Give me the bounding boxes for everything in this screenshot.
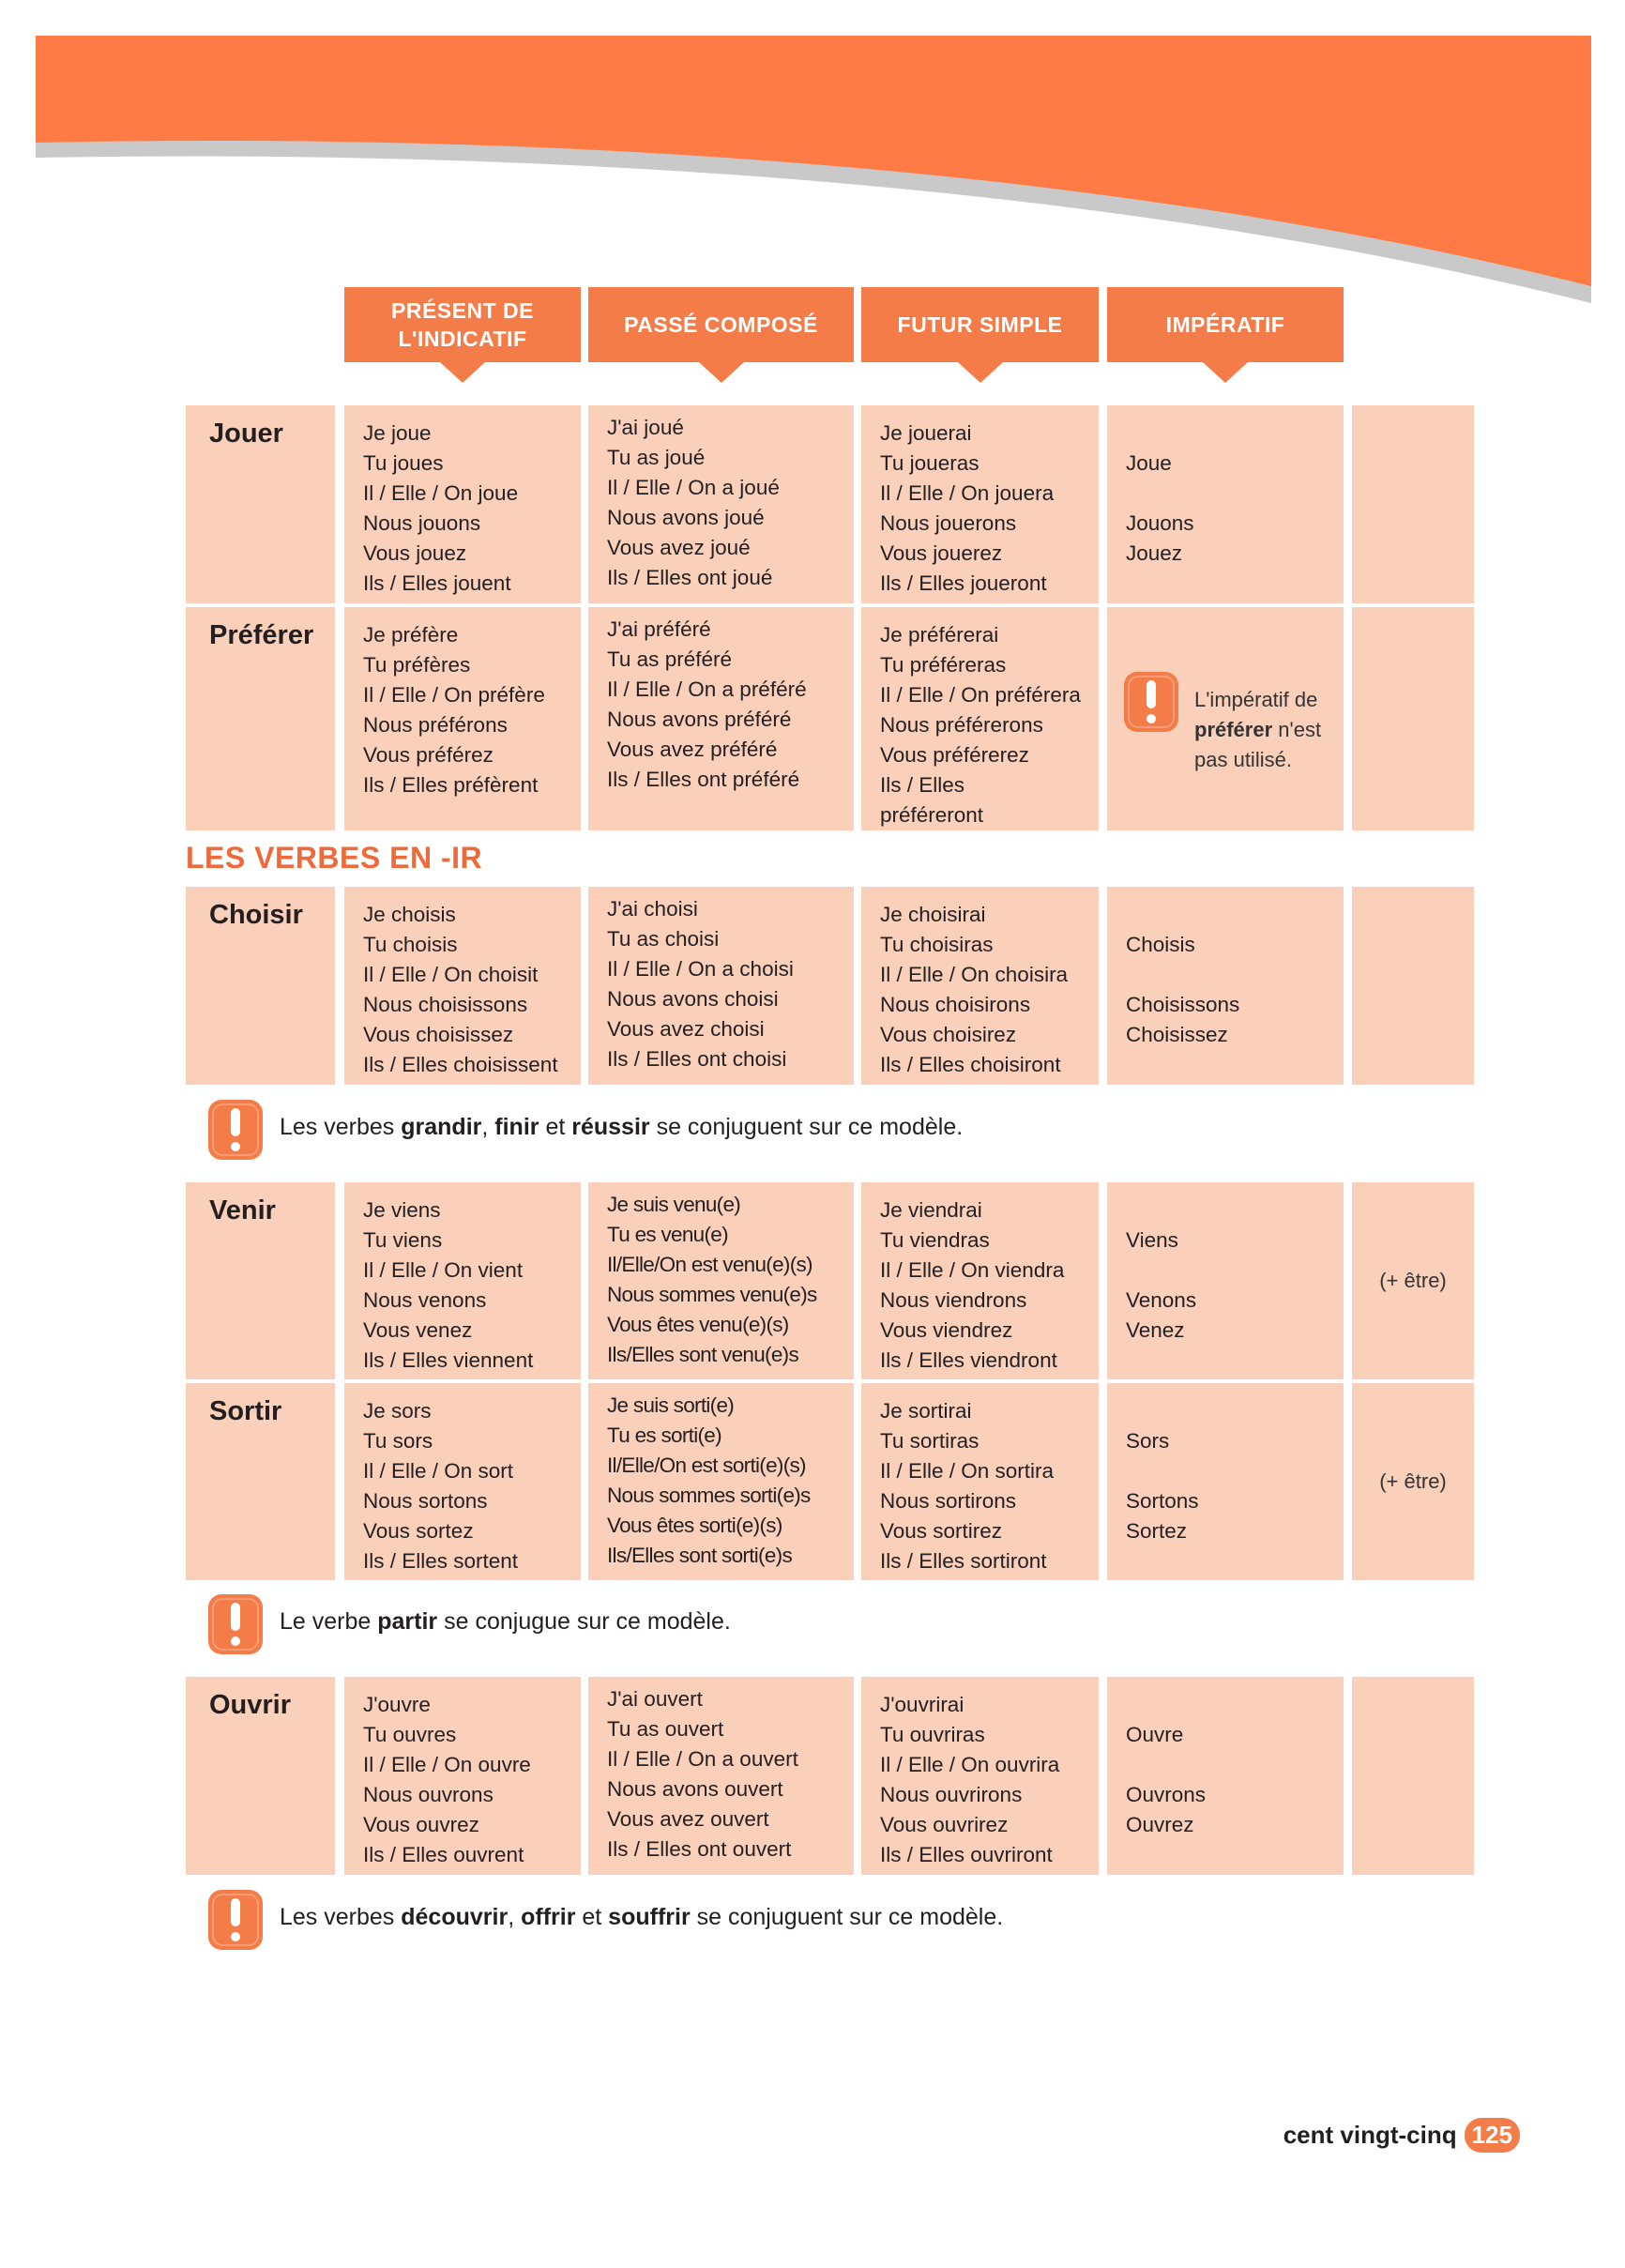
venir-imperatif: Viens Venons Venez <box>1107 1182 1344 1379</box>
warning-icon <box>208 1594 263 1654</box>
venir-aux: (+ être) <box>1352 1182 1474 1379</box>
sortir-passe: Je suis sorti(e) Tu es sorti(e) Il/Elle/On est sorti(e)(s) Nous sommes sorti(e)s Vous êtes sorti(e)(s) Ils/Elles sont sorti(e)s <box>588 1383 854 1580</box>
venir-present: Je viens Tu viens Il / Elle / On vient Nous venons Vous venez Ils / Elles viennent <box>344 1182 581 1379</box>
choisir-extra <box>1352 887 1474 1085</box>
jouer-present: Je joue Tu joues Il / Elle / On joue Nous jouons Vous jouez Ils / Elles jouent <box>344 405 581 603</box>
jouer-futur: Je jouerai Tu joueras Il / Elle / On jouera Nous jouerons Vous jouerez Ils / Elles joueront <box>861 405 1099 603</box>
verb-sortir: Sortir <box>186 1383 335 1580</box>
jouer-extra <box>1352 405 1474 603</box>
verb-preferer: Préférer <box>186 607 335 830</box>
header-futur-simple: FUTUR SIMPLE <box>861 287 1099 362</box>
remark-choisir: Les verbes grandir, finir et réussir se conjuguent sur ce modèle. <box>280 1114 964 1140</box>
ouvrir-present: J'ouvre Tu ouvres Il / Elle / On ouvre Nous ouvrons Vous ouvrez Ils / Elles ouvrent <box>344 1677 581 1875</box>
sortir-present: Je sors Tu sors Il / Elle / On sort Nous sortons Vous sortez Ils / Elles sortent <box>344 1383 581 1580</box>
ouvrir-imperatif: Ouvre Ouvrons Ouvrez <box>1107 1677 1344 1875</box>
sortir-imperatif: Sors Sortons Sortez <box>1107 1383 1344 1580</box>
preferer-imperatif-note: L'impératif de préférer n'est pas utilisé. <box>1194 688 1322 771</box>
jouer-passe: J'ai joué Tu as joué Il / Elle / On a joué Nous avons joué Vous avez joué Ils / Elles ont joué <box>588 405 854 603</box>
header-passe-compose: PASSÉ COMPOSÉ <box>588 287 854 362</box>
header-present: PRÉSENT DE L'INDICATIF <box>344 287 581 362</box>
choisir-futur: Je choisirai Tu choisiras Il / Elle / On choisira Nous choisirons Vous choisirez Ils / Elles choisiront <box>861 887 1099 1085</box>
warning-icon <box>1124 672 1178 732</box>
preferer-present: Je préfère Tu préfères Il / Elle / On préfère Nous préférons Vous préférez Ils / Elles préfèrent <box>344 607 581 830</box>
warning-icon <box>208 1100 263 1160</box>
verb-venir: Venir <box>186 1182 335 1379</box>
ouvrir-extra <box>1352 1677 1474 1875</box>
remark-sortir: Le verbe partir se conjugue sur ce modèle. <box>280 1608 731 1635</box>
ouvrir-passe: J'ai ouvert Tu as ouvert Il / Elle / On a ouvert Nous avons ouvert Vous avez ouvert Ils / Elles ont ouvert <box>588 1677 854 1875</box>
verb-choisir: Choisir <box>186 887 335 1085</box>
venir-passe: Je suis venu(e) Tu es venu(e) Il/Elle/On est venu(e)(s) Nous sommes venu(e)s Vous êtes venu(e)(s) Ils/Elles sont venu(e)s <box>588 1182 854 1379</box>
remark-ouvrir: Les verbes découvrir, offrir et souffrir se conjuguent sur ce modèle. <box>280 1904 1004 1930</box>
preferer-extra <box>1352 607 1474 830</box>
sortir-futur: Je sortirai Tu sortiras Il / Elle / On sortira Nous sortirons Vous sortirez Ils / Elles sortiront <box>861 1383 1099 1580</box>
page-footer <box>1283 2118 1520 2153</box>
section-title: LES VERBES EN -IR <box>186 841 483 875</box>
preferer-futur: Je préférerai Tu préféreras Il / Elle / On préférera Nous préférerons Vous préférerez Ils / Elles préféreront <box>861 607 1099 830</box>
sortir-aux: (+ être) <box>1352 1383 1474 1580</box>
venir-futur: Je viendrai Tu viendras Il / Elle / On viendra Nous viendrons Vous viendrez Ils / Elles viendront <box>861 1182 1099 1379</box>
page-number: 125 <box>1465 2118 1520 2153</box>
verb-ouvrir: Ouvrir <box>186 1677 335 1875</box>
choisir-passe: J'ai choisi Tu as choisi Il / Elle / On a choisi Nous avons choisi Vous avez choisi Ils / Elles ont choisi <box>588 887 854 1085</box>
ouvrir-futur: J'ouvrirai Tu ouvriras Il / Elle / On ouvrira Nous ouvrirons Vous ouvrirez Ils / Elles ouvriront <box>861 1677 1099 1875</box>
top-banner <box>0 0 1625 310</box>
preferer-passe: J'ai préféré Tu as préféré Il / Elle / On a préféré Nous avons préféré Vous avez préféré Ils / Elles ont préféré <box>588 607 854 830</box>
header-imperatif: IMPÉRATIF <box>1107 287 1344 362</box>
jouer-imperatif: Joue Jouons Jouez <box>1107 405 1344 603</box>
choisir-present: Je choisis Tu choisis Il / Elle / On choisit Nous choisissons Vous choisissez Ils / Elles choisissent <box>344 887 581 1085</box>
choisir-imperatif: Choisis Choisissons Choisissez <box>1107 887 1344 1085</box>
page-number-words: cent vingt-cinq <box>1283 2121 1457 2149</box>
verb-jouer: Jouer <box>186 405 335 603</box>
warning-icon <box>208 1890 263 1950</box>
